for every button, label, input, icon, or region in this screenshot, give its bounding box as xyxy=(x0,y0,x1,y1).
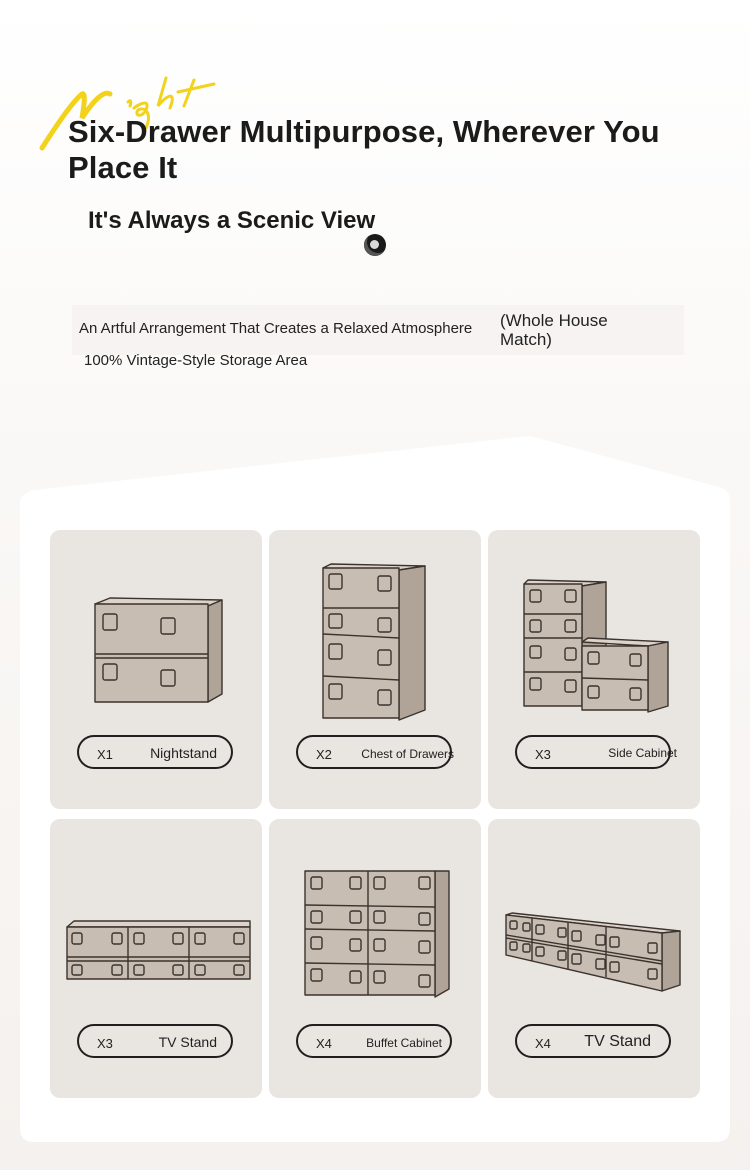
nightstand-icon xyxy=(50,530,262,730)
tv-stand-long-icon xyxy=(488,819,700,1019)
item-quantity: X2 xyxy=(316,747,332,762)
product-tile[interactable] xyxy=(269,530,481,809)
tv-stand-icon xyxy=(50,819,262,1019)
product-tile[interactable] xyxy=(269,819,481,1098)
item-name: Side Cabinet xyxy=(608,746,677,760)
page-subheadline: It's Always a Scenic View xyxy=(88,207,376,234)
item-label-pill xyxy=(515,1024,671,1058)
product-tile[interactable] xyxy=(50,530,262,809)
item-quantity: X3 xyxy=(535,747,551,762)
item-label-pill xyxy=(515,735,677,769)
item-quantity: X4 xyxy=(535,1036,551,1051)
item-label-pill xyxy=(77,735,233,769)
product-tile[interactable] xyxy=(488,530,700,809)
buffet-cabinet-icon xyxy=(269,819,481,1019)
product-tile[interactable] xyxy=(488,819,700,1098)
chest-of-drawers-icon xyxy=(269,530,481,730)
furniture-card xyxy=(20,436,730,1142)
item-label-pill xyxy=(77,1024,233,1058)
item-quantity: X4 xyxy=(316,1036,332,1051)
item-name: Nightstand xyxy=(150,745,217,761)
product-tile[interactable] xyxy=(50,819,262,1098)
side-cabinet-icon xyxy=(488,530,700,730)
item-label-pill xyxy=(296,1024,452,1058)
description-note: (Whole House Match) xyxy=(500,311,608,349)
item-name: TV Stand xyxy=(584,1033,651,1050)
item-quantity: X1 xyxy=(97,747,113,762)
item-name: Buffet Cabinet xyxy=(366,1036,442,1050)
item-name: TV Stand xyxy=(158,1034,217,1050)
item-quantity: X3 xyxy=(97,1036,113,1051)
description-line: An Artful Arrangement That Creates a Relaxed Atmosphere xyxy=(79,320,473,337)
description-line: 100% Vintage-Style Storage Area xyxy=(84,352,308,369)
item-label-pill xyxy=(296,735,452,769)
bullet-dot-icon xyxy=(364,234,386,256)
page-headline: Six-Drawer Multipurpose, Wherever You Place It xyxy=(68,114,660,185)
item-name: Chest of Drawers xyxy=(361,747,454,761)
